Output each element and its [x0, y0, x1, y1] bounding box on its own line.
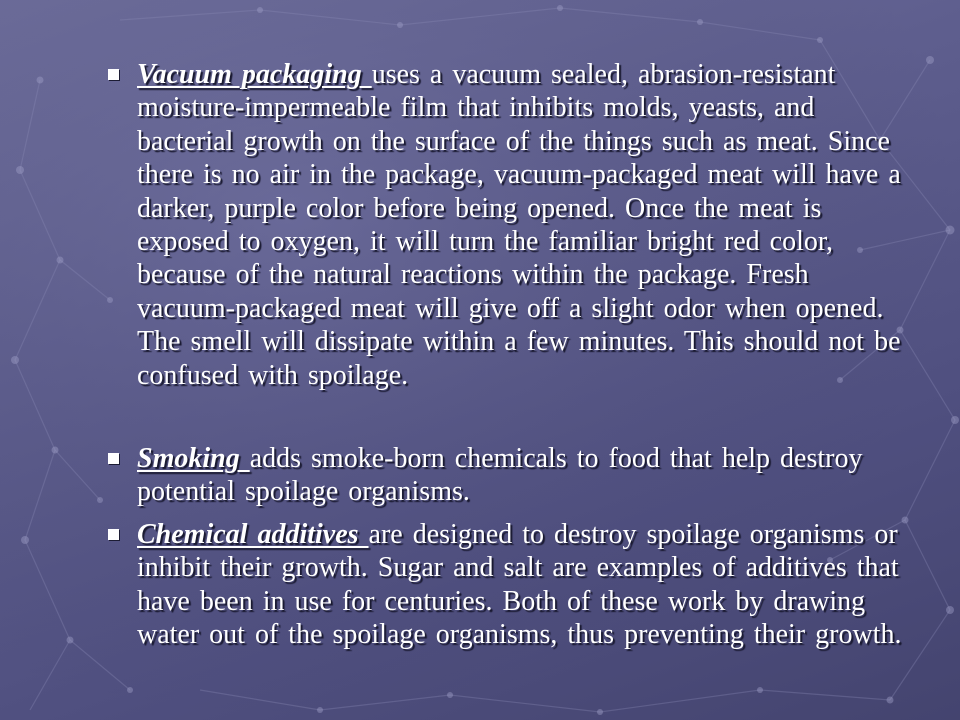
square-bullet-icon: [108, 529, 119, 540]
bullet-text: [137, 518, 910, 652]
bullet-vacuum-packaging: [100, 58, 910, 392]
square-bullet-icon: [108, 69, 119, 80]
bullet-chemical-additives: [100, 518, 910, 652]
bullet-term: Smoking: [137, 443, 250, 474]
bullet-text: [137, 58, 910, 392]
bullet-description: uses a vacuum sealed, abrasion-resistant moisture-impermeable film that inhibits molds, yeasts, and bacterial growth on the surface of the things such as meat. Since there is no air in the package, vacuum-packaged meat will have a darker, purple color before being opened. Once the meat is exposed to oxygen, it will turn the familiar bright red color, because of the natural reactions within the package. Fresh vacuum-packaged meat will give off a slight odor when opened. The smell will dissipate within a few minutes. This should not be confused with spoilage.: [137, 59, 901, 391]
bullet-description: adds smoke-born chemicals to food that help destroy potential spoilage organisms.: [137, 443, 863, 508]
square-bullet-icon: [108, 453, 119, 464]
bullet-description: are designed to destroy spoilage organisms or inhibit their growth. Sugar and salt are examples of additives that have been in use for centuries. Both of these work by drawing water out of the spoilage organisms, thus preventing their growth.: [137, 519, 902, 651]
bullet-term: Chemical additives: [137, 519, 369, 550]
bullet-term: Vacuum packaging: [137, 59, 372, 90]
bullet-text: [137, 442, 910, 509]
bullet-smoking: [100, 442, 910, 509]
